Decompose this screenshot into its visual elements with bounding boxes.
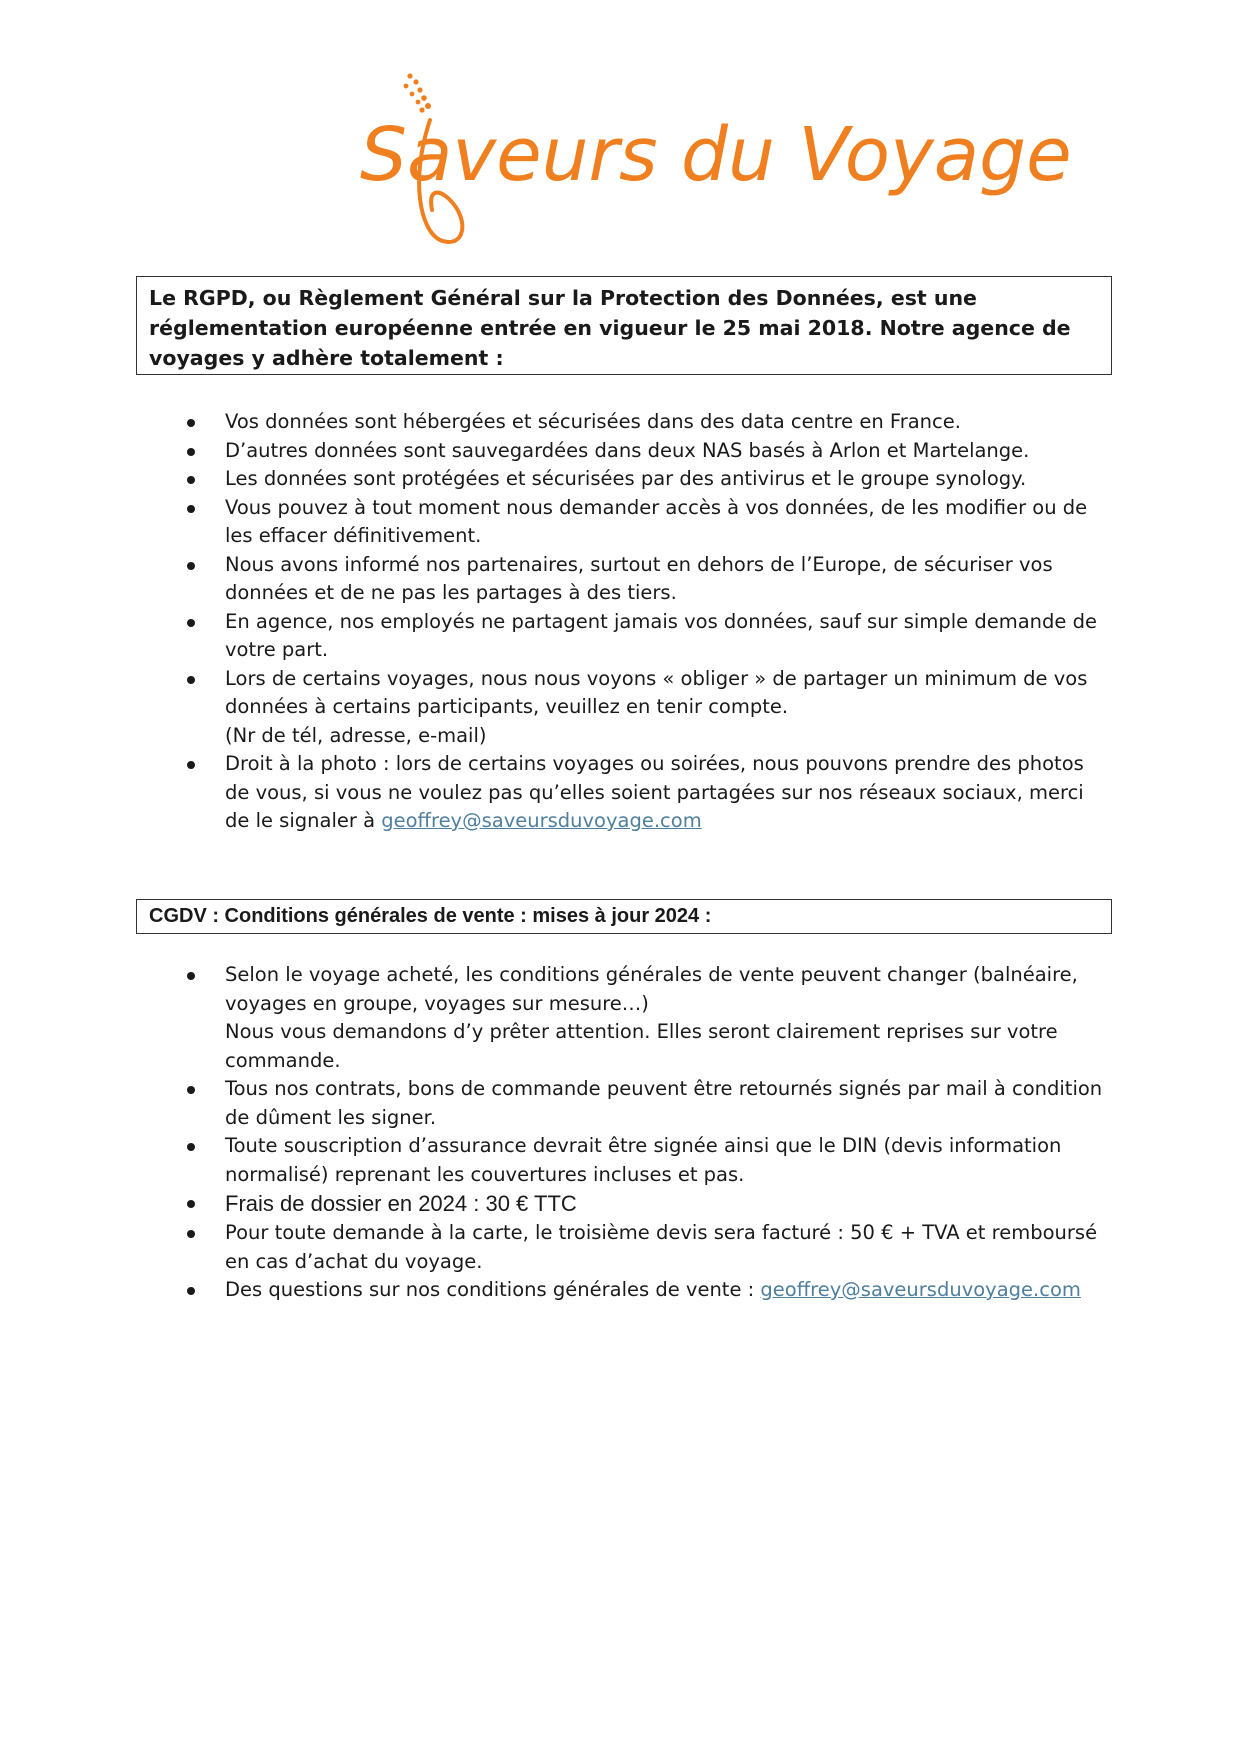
bullet-icon bbox=[187, 1200, 195, 1208]
list-item bbox=[0, 608, 1240, 665]
bullet-icon bbox=[187, 676, 195, 684]
list-item-text: Tous nos contrats, bons de commande peuvent être retournés signés par mail à condition de dûment les signer. bbox=[225, 1077, 1103, 1129]
rgpd-heading: Le RGPD, ou Règlement Général sur la Protection des Données, est une réglementation européenne entrée en vigueur le 25 mai 2018. Notre agence de voyages y adhère totalement : bbox=[149, 286, 1071, 370]
cgdv-list bbox=[0, 961, 1240, 1305]
list-item-text: Vous pouvez à tout moment nous demander accès à vos données, de les modifier ou de les effacer définitivement. bbox=[225, 495, 1088, 547]
list-item-extra: (Nr de tél, adresse, e-mail) bbox=[225, 723, 487, 747]
bullet-icon bbox=[187, 1143, 195, 1151]
bullet-icon bbox=[187, 476, 195, 484]
list-item bbox=[0, 665, 1240, 751]
list-item-text: Frais de dossier en 2024 : 30 € TTC bbox=[225, 1191, 577, 1216]
list-item-text: Pour toute demande à la carte, le troisième devis sera facturé : 50 € + TVA et remboursé en cas d’achat du voyage. bbox=[225, 1221, 1098, 1273]
list-item bbox=[0, 1189, 1240, 1219]
cgdv-heading-box bbox=[136, 899, 1112, 934]
bullet-icon bbox=[187, 448, 195, 456]
list-item bbox=[0, 494, 1240, 551]
list-item bbox=[0, 1132, 1240, 1189]
list-item-extra: Nous vous demandons d’y prêter attention. Elles seront clairement reprises sur votre commande. bbox=[225, 1020, 1058, 1072]
email-link[interactable]: geoffrey@saveursduvoyage.com bbox=[760, 1278, 1081, 1301]
list-item bbox=[0, 750, 1240, 836]
bullet-icon bbox=[187, 505, 195, 513]
bullet-icon bbox=[187, 1287, 195, 1295]
list-item bbox=[0, 437, 1240, 466]
list-item bbox=[0, 1276, 1240, 1305]
list-item-text: Selon le voyage acheté, les conditions générales de vente peuvent changer (balnéaire, voyages en groupe, voyages sur mesure…) bbox=[225, 963, 1078, 1015]
bullet-icon bbox=[187, 761, 195, 769]
list-item-text: Vos données sont hébergées et sécurisées dans des data centre en France. bbox=[225, 410, 961, 433]
list-item-text: D’autres données sont sauvegardées dans deux NAS basés à Arlon et Martelange. bbox=[225, 438, 1030, 462]
logo-graphic bbox=[350, 70, 1072, 250]
rgpd-heading-box bbox=[136, 276, 1112, 375]
bullet-icon bbox=[187, 419, 195, 427]
list-item-text: Lors de certains voyages, nous nous voyons « obliger » de partager un minimum de vos données à certains participants, veuillez en tenir compte. bbox=[225, 666, 1088, 718]
logo-text: Saveurs du Voyage bbox=[360, 112, 1072, 198]
list-item-text: Droit à la photo : lors de certains voyages ou soirées, nous pouvons prendre des photos de vous, si vous ne voulez pas qu’elles soient partagées sur nos réseaux sociaux, merci de le signaler à bbox=[225, 752, 1084, 832]
list-item bbox=[0, 551, 1240, 608]
bullet-icon bbox=[187, 562, 195, 570]
cgdv-heading: CGDV : Conditions générales de vente : mises à jour 2024 : bbox=[149, 905, 712, 927]
list-item-text: En agence, nos employés ne partagent jamais vos données, sauf sur simple demande de votre part. bbox=[225, 609, 1097, 661]
rgpd-list bbox=[0, 408, 1240, 836]
list-item bbox=[0, 408, 1240, 437]
bullet-icon bbox=[187, 619, 195, 627]
list-item bbox=[0, 1219, 1240, 1276]
list-item-text: Nous avons informé nos partenaires, surtout en dehors de l’Europe, de sécuriser vos données et de ne pas les partages à des tiers. bbox=[225, 552, 1053, 604]
list-item-text: Des questions sur nos conditions générales de vente : bbox=[225, 1278, 761, 1301]
list-item bbox=[0, 465, 1240, 494]
bullet-icon bbox=[187, 1230, 195, 1238]
list-item bbox=[0, 1075, 1240, 1132]
email-link[interactable]: geoffrey@saveursduvoyage.com bbox=[381, 809, 702, 832]
list-item-text: Toute souscription d’assurance devrait être signée ainsi que le DIN (devis information normalisé) reprenant les couvertures incluses et pas. bbox=[225, 1134, 1062, 1186]
list-item bbox=[0, 961, 1240, 1075]
company-logo bbox=[350, 70, 1072, 250]
bullet-icon bbox=[187, 972, 195, 980]
bullet-icon bbox=[187, 1086, 195, 1094]
list-item-text: Les données sont protégées et sécurisées par des antivirus et le groupe synology. bbox=[225, 467, 1027, 490]
